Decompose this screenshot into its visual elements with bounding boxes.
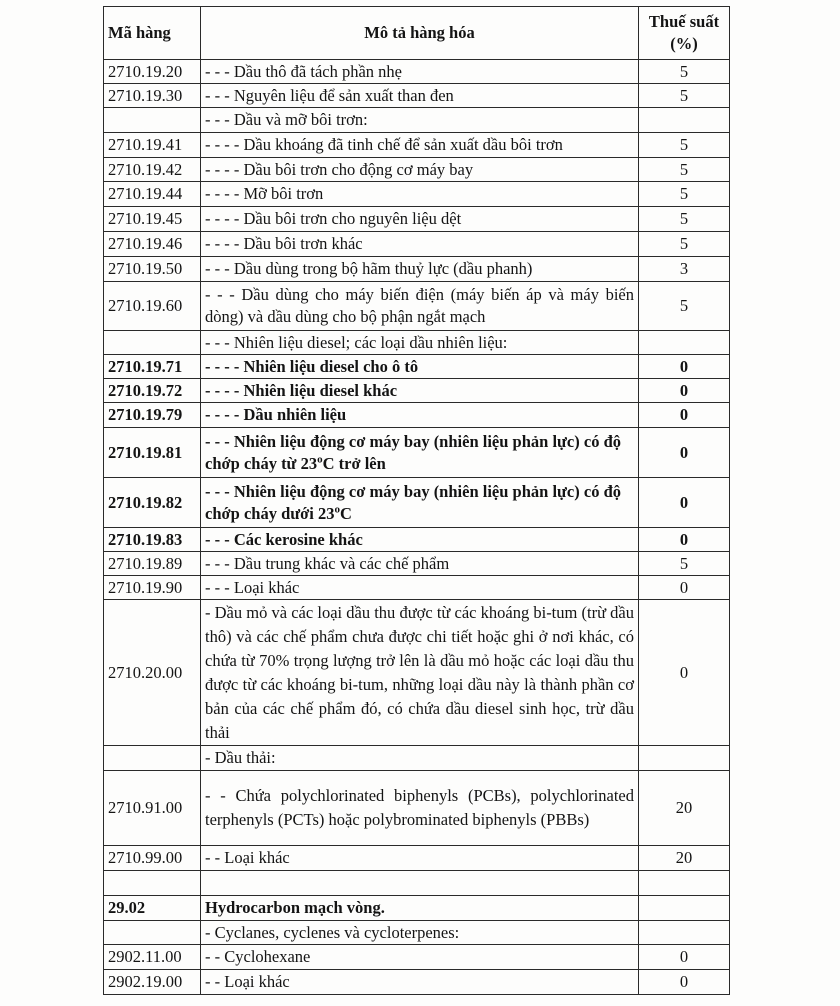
row-description: - - - Dầu thô đã tách phần nhẹ: [201, 60, 639, 84]
row-description: Hydrocarbon mạch vòng.: [201, 896, 639, 921]
table-row: [104, 945, 730, 970]
table-row: [104, 478, 730, 528]
row-rate: 5: [639, 182, 730, 207]
degree-sign: o: [334, 503, 340, 515]
row-description: - - - - Dầu khoáng đã tinh chế để sản xuất dầu bôi trơn: [201, 133, 639, 158]
table-row-heading: [104, 896, 730, 921]
row-code: [104, 746, 201, 771]
row-code: 2710.91.00: [104, 771, 201, 846]
header-rate: [639, 7, 730, 60]
row-description: - Cyclanes, cyclenes và cycloterpenes:: [201, 921, 639, 945]
table-row: [104, 282, 730, 331]
table-row: [104, 576, 730, 600]
table-row: [104, 108, 730, 133]
row-rate: [639, 896, 730, 921]
row-rate: 5: [639, 232, 730, 257]
row-rate: 0: [639, 403, 730, 428]
row-code: 2710.19.42: [104, 158, 201, 182]
row-code: 2710.19.79: [104, 403, 201, 428]
row-code: 2710.19.90: [104, 576, 201, 600]
row-rate: 0: [639, 945, 730, 970]
row-rate: 5: [639, 84, 730, 108]
table-row: [104, 403, 730, 428]
row-description: - Dầu mỏ và các loại dầu thu được từ các khoáng bi-tum (trừ dầu thô) và các chế phẩm chưa được chi tiết hoặc ghi ở nơi khác, có chứa từ 70% trọng lượng trở lên là dầu mỏ hoặc các loại dầu thu được từ các khoáng bi-tum, những loại dầu này là thành phần cơ bản của các chế phẩm đó, có chứa dầu diesel sinh học, trừ dầu thải: [201, 600, 639, 746]
table-row: [104, 331, 730, 355]
table-row: [104, 60, 730, 84]
row-code: 2710.19.41: [104, 133, 201, 158]
table-header-row: [104, 7, 730, 60]
row-description: - - - - Dầu bôi trơn cho nguyên liệu dệt: [201, 207, 639, 232]
row-code: 2710.19.89: [104, 552, 201, 576]
row-rate: 0: [639, 428, 730, 478]
row-code: [104, 331, 201, 355]
row-rate: 5: [639, 282, 730, 331]
row-description: - - Cyclohexane: [201, 945, 639, 970]
table-row: [104, 182, 730, 207]
row-code: 2710.19.44: [104, 182, 201, 207]
table-row: [104, 207, 730, 232]
table-row: [104, 771, 730, 846]
row-code: [104, 108, 201, 133]
row-code: 2710.19.72: [104, 379, 201, 403]
row-description: - - - Dầu trung khác và các chế phẩm: [201, 552, 639, 576]
row-code: 2710.20.00: [104, 600, 201, 746]
row-description-text-end: C trở lên: [322, 453, 386, 473]
row-rate: 0: [639, 528, 730, 552]
table-row: [104, 158, 730, 182]
empty-cell: [201, 871, 639, 896]
row-code: 2902.19.00: [104, 970, 201, 995]
row-description-text: - - - Nhiên liệu động cơ máy bay (nhiên liệu phản lực) có độ chớp cháy từ 23: [205, 431, 621, 473]
row-rate: 5: [639, 60, 730, 84]
table-row: [104, 970, 730, 995]
table-row: [104, 528, 730, 552]
row-rate: 5: [639, 207, 730, 232]
row-rate: 0: [639, 970, 730, 995]
row-code: 2710.19.83: [104, 528, 201, 552]
row-code: 2710.19.81: [104, 428, 201, 478]
row-code: 2710.19.46: [104, 232, 201, 257]
row-description: - - - Loại khác: [201, 576, 639, 600]
row-description: - - - Nguyên liệu để sản xuất than đen: [201, 84, 639, 108]
row-description: - - - - Dầu bôi trơn khác: [201, 232, 639, 257]
row-description-text: - - - Nhiên liệu động cơ máy bay (nhiên liệu phản lực) có độ chớp cháy dưới 23: [205, 481, 621, 523]
row-code: 2710.99.00: [104, 846, 201, 871]
row-description: - - Chứa polychlorinated biphenyls (PCBs), polychlorinated terphenyls (PCTs) hoặc polybrominated biphenyls (PBBs): [201, 771, 639, 846]
table-row: [104, 355, 730, 379]
row-code: 29.02: [104, 896, 201, 921]
table-row: [104, 232, 730, 257]
empty-cell: [639, 871, 730, 896]
header-rate-line2: (%): [670, 34, 698, 53]
table-row: [104, 257, 730, 282]
row-code: 2710.19.20: [104, 60, 201, 84]
row-rate: [639, 331, 730, 355]
table-row: [104, 133, 730, 158]
row-code: 2710.19.71: [104, 355, 201, 379]
row-rate: 5: [639, 552, 730, 576]
row-description: - Dầu thải:: [201, 746, 639, 771]
table-row: [104, 921, 730, 945]
table-row: [104, 84, 730, 108]
row-rate: 0: [639, 576, 730, 600]
row-rate: 3: [639, 257, 730, 282]
row-rate: 20: [639, 846, 730, 871]
row-description: - - - Nhiên liệu diesel; các loại dầu nhiên liệu:: [201, 331, 639, 355]
row-code: 2902.11.00: [104, 945, 201, 970]
row-description: - - - - Dầu bôi trơn cho động cơ máy bay: [201, 158, 639, 182]
row-code: 2710.19.30: [104, 84, 201, 108]
row-description-text-end: C: [340, 503, 352, 523]
row-description: - - Loại khác: [201, 846, 639, 871]
row-description: - - - Dầu và mỡ bôi trơn:: [201, 108, 639, 133]
row-description: [201, 478, 639, 528]
table-row: [104, 846, 730, 871]
row-description: - - - - Nhiên liệu diesel khác: [201, 379, 639, 403]
table-row: [104, 552, 730, 576]
row-description: - - - Dầu dùng trong bộ hãm thuỷ lực (dầu phanh): [201, 257, 639, 282]
row-description: - - Loại khác: [201, 970, 639, 995]
row-rate: 0: [639, 478, 730, 528]
header-description: Mô tả hàng hóa: [201, 7, 639, 60]
row-rate: 5: [639, 133, 730, 158]
row-description: - - - - Nhiên liệu diesel cho ô tô: [201, 355, 639, 379]
row-description: [201, 428, 639, 478]
table-row: [104, 428, 730, 478]
row-description: - - - Các kerosine khác: [201, 528, 639, 552]
row-rate: [639, 921, 730, 945]
header-rate-line1: Thuế suất: [648, 12, 720, 31]
row-description: - - - - Dầu nhiên liệu: [201, 403, 639, 428]
row-rate: 20: [639, 771, 730, 846]
row-rate: 0: [639, 600, 730, 746]
row-rate: 0: [639, 379, 730, 403]
row-code: 2710.19.60: [104, 282, 201, 331]
row-description: - - - Dầu dùng cho máy biến điện (máy biến áp và máy biến dòng) và dầu dùng cho bộ phận ngắt mạch: [201, 282, 639, 331]
row-rate: [639, 108, 730, 133]
table-row: [104, 600, 730, 746]
tariff-table: [103, 6, 730, 995]
row-rate: 0: [639, 355, 730, 379]
table-row-spacer: [104, 871, 730, 896]
row-rate: [639, 746, 730, 771]
header-code: Mã hàng: [104, 7, 201, 60]
table-row: [104, 746, 730, 771]
row-rate: 5: [639, 158, 730, 182]
empty-cell: [104, 871, 201, 896]
degree-sign: o: [317, 453, 323, 465]
row-code: 2710.19.45: [104, 207, 201, 232]
row-code: [104, 921, 201, 945]
table-row: [104, 379, 730, 403]
row-code: 2710.19.82: [104, 478, 201, 528]
row-code: 2710.19.50: [104, 257, 201, 282]
row-description: - - - - Mỡ bôi trơn: [201, 182, 639, 207]
